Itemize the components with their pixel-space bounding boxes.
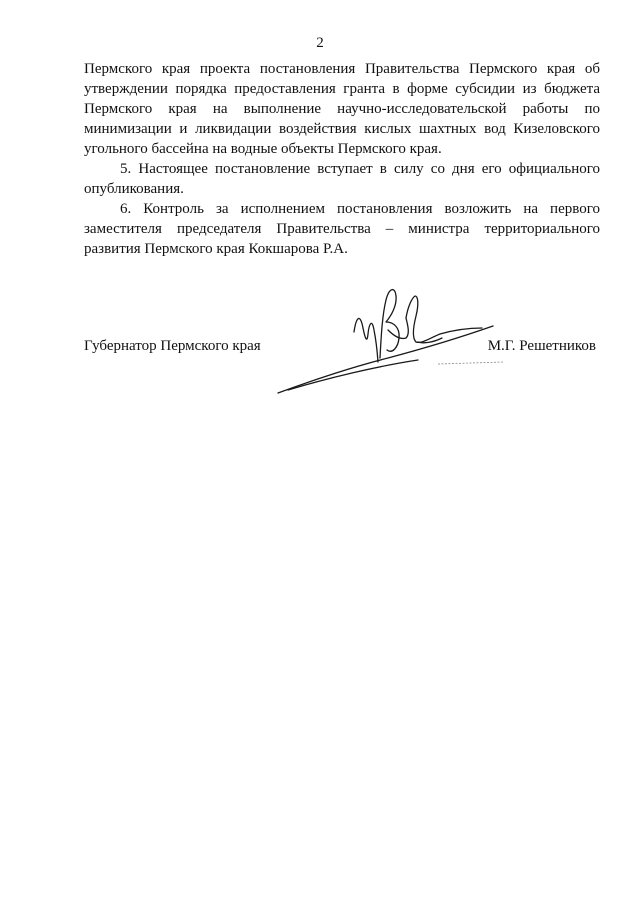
handwritten-signature <box>268 282 518 400</box>
signatory-position: Губернатор Пермского края <box>84 338 261 354</box>
paragraph-continuation: Пермского края проекта постановления Правительства Пермского края об утверждении порядка предоставления гранта в форме субсидии из бюджета Пермского края на выполнение научно-исследовательской работы по минимизации и ликвидации воздействия кислых шахтных вод Кизеловского угольного бассейна на водные объекты Пермского края. <box>84 61 600 157</box>
signatory-name: М.Г. Решетников <box>487 338 596 354</box>
paragraph-item-5: 5. Настоящее постановление вступает в силу со дня его официального опубликования. <box>84 161 600 197</box>
paragraph-item-6: 6. Контроль за исполнением постановления возложить на первого заместителя председателя Правительства – министра территориального развития Пермского края Кокшарова Р.А. <box>84 201 600 257</box>
document-body <box>84 59 600 259</box>
page-number: 2 <box>316 35 324 51</box>
